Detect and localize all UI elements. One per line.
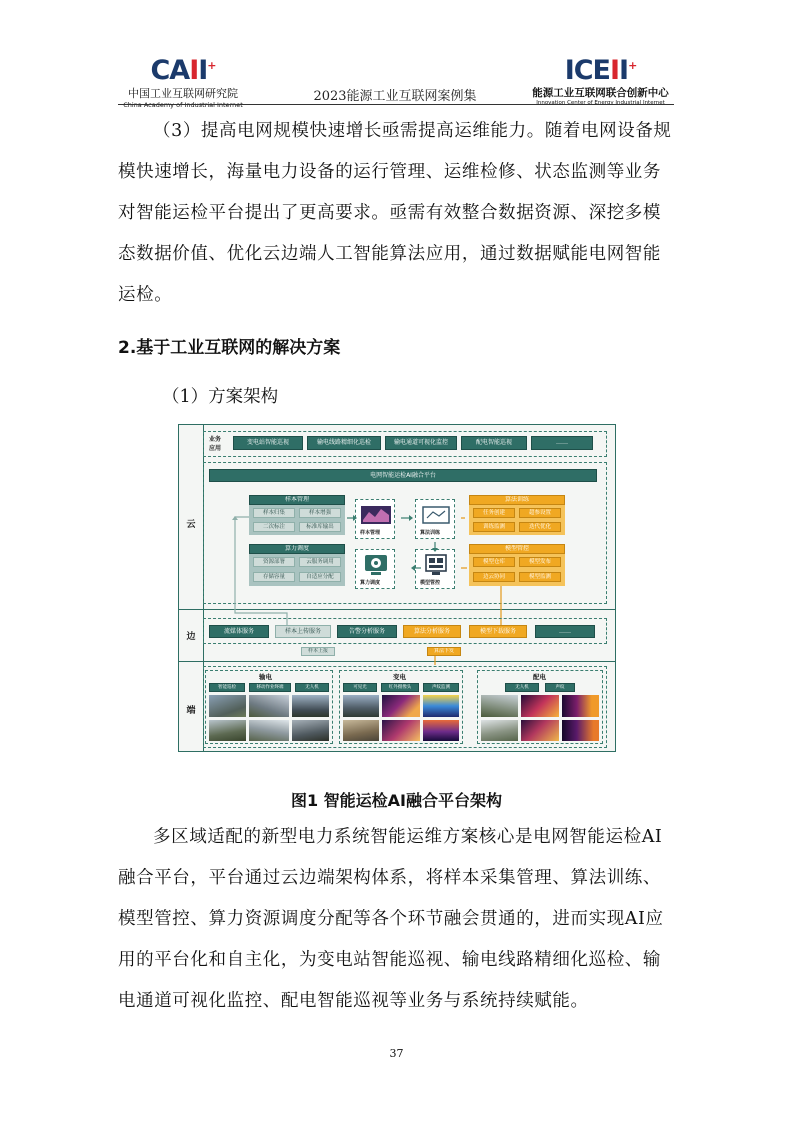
transmission-photo [249,720,289,741]
edge-service: 模型下载服务 [469,625,527,638]
sample-item: 样本归集 [253,508,295,518]
model-item: 模型发布 [519,557,561,567]
iceii-logo-mark: ICEII+ [564,55,637,86]
compute-item: 云服务调用 [299,557,341,567]
sample-management-title: 样本管理 [249,495,345,505]
sample-item: 样本增强 [299,508,341,518]
substation-photo [382,695,420,717]
business-label: 业务 [209,436,222,443]
header-rule [118,104,674,105]
section-heading: 2.基于工业互联网的解决方案 [118,338,341,358]
sample-item: 二次标注 [253,522,295,532]
lane-label-cloud: 云 [186,520,196,530]
caii-logo-cn: 中国工业互联网研究院 [128,87,238,100]
business-item: 输电线路精细化巡检 [307,436,381,450]
train-item: 任务创建 [473,508,515,518]
distribution-photo [562,695,599,717]
end-group-title: 输电 [259,673,272,681]
paragraph-2: 多区域适配的新型电力系统智能运维方案核心是电网智能运检AI融合平台，平台通过云边端架构体系，将样本采集管理、算法训练、模型管控、算力资源调度分配等各个环节融会贯通的，进而实现AI应用的平台化和自主化，为变电站智能巡视、输电线路精细化巡检、输电通道可视化监控、配电智能巡视等业务与系统持续赋能。 [118,827,664,1011]
edge-service: 流媒体服务 [209,625,269,638]
substation-photo [343,695,379,717]
business-item: 变电站智能巡视 [233,436,303,450]
edge-tag: 算法下发 [427,647,461,656]
iceii-logo [528,52,673,106]
business-label: 应用 [209,445,222,452]
compute-item: 自适应分配 [299,572,341,582]
train-item: 超参设置 [519,508,561,518]
edge-service: 样本上传服务 [275,625,331,638]
distribution-photo [481,720,518,741]
transmission-photo [209,695,246,717]
compute-scheduling-title: 算力调度 [249,544,345,554]
compute-scheduling-icon: 算力调度 [355,549,395,589]
figure-caption: 图1 智能运检AI融合平台架构 [290,791,503,810]
distribution-photo [521,695,559,717]
distribution-photo [481,695,518,717]
architecture-figure [178,424,616,752]
end-tag: 声纹 [545,683,575,692]
model-control-icon: 模型管控 [415,549,455,589]
transmission-photo [209,720,246,741]
edge-service: 告警分析服务 [337,625,397,638]
end-tag: 可见光 [343,683,377,692]
end-group-title: 配电 [533,673,546,681]
end-tag: 移动作业终端 [249,683,291,692]
business-item: 输电通道可视化监控 [385,436,457,450]
caii-logo-mark: CAII+ [150,55,216,86]
edge-service: …… [535,625,595,638]
substation-photo [423,720,459,741]
business-item: 配电智能巡视 [461,436,527,450]
model-control-title: 模型管控 [469,544,565,554]
substation-photo [423,695,459,717]
caii-logo-en: China Academy of Industrial Internet [123,101,243,109]
end-group-title: 变电 [393,673,406,681]
model-item: 模型监测 [519,572,561,582]
lane-label-end: 端 [186,706,196,716]
transmission-photo [292,720,329,741]
running-header: 2023能源工业互联网案例集 [313,89,477,104]
train-item: 训练监测 [473,522,515,532]
algorithm-training-icon: 算法训练 [415,499,455,539]
compute-item: 资源部署 [253,557,295,567]
iceii-logo-cn: 能源工业互联网联合创新中心 [532,87,669,99]
model-item: 模型仓库 [473,557,515,567]
distribution-photo [521,720,559,741]
business-item: …… [531,436,593,450]
subsection-heading: （1）方案架构 [162,387,279,407]
paragraph-1: （3）提高电网规模快速增长亟需提高运维能力。随着电网设备规模快速增长，海量电力设备的运行管理、运维检修、状态监测等业务对智能运检平台提出了更高要求。亟需有效整合数据资源、深挖多模态数据价值、优化云边端人工智能算法应用，通过数据赋能电网智能运检。 [118,121,672,305]
transmission-photo [292,695,329,717]
train-item: 迭代优化 [519,522,561,532]
edge-tag: 样本上报 [301,647,335,656]
end-tag: 无人机 [295,683,329,692]
iceii-logo-en: Innovation Center of Energy Industrial Internet [536,100,665,106]
edge-service: 算法分析服务 [403,625,461,638]
substation-photo [343,720,379,741]
substation-photo [382,720,420,741]
page-number: 37 [389,1047,404,1060]
distribution-photo [562,720,599,741]
end-tag: 声纹监测 [423,683,459,692]
algorithm-training-title: 算法训练 [469,495,565,505]
sample-management-icon: 样本管理 [355,499,395,539]
transmission-photo [249,695,289,717]
model-item: 边云协同 [473,572,515,582]
compute-item: 存储容量 [253,572,295,582]
end-tag: 无人机 [505,683,539,692]
end-tag: 红外摄像头 [381,683,419,692]
end-tag: 智能巡检 [209,683,245,692]
lane-label-edge: 边 [186,632,196,642]
platform-title: 电网智能运检AI融合平台 [209,469,597,482]
sample-item: 标准库输出 [299,522,341,532]
caii-logo [118,52,248,109]
